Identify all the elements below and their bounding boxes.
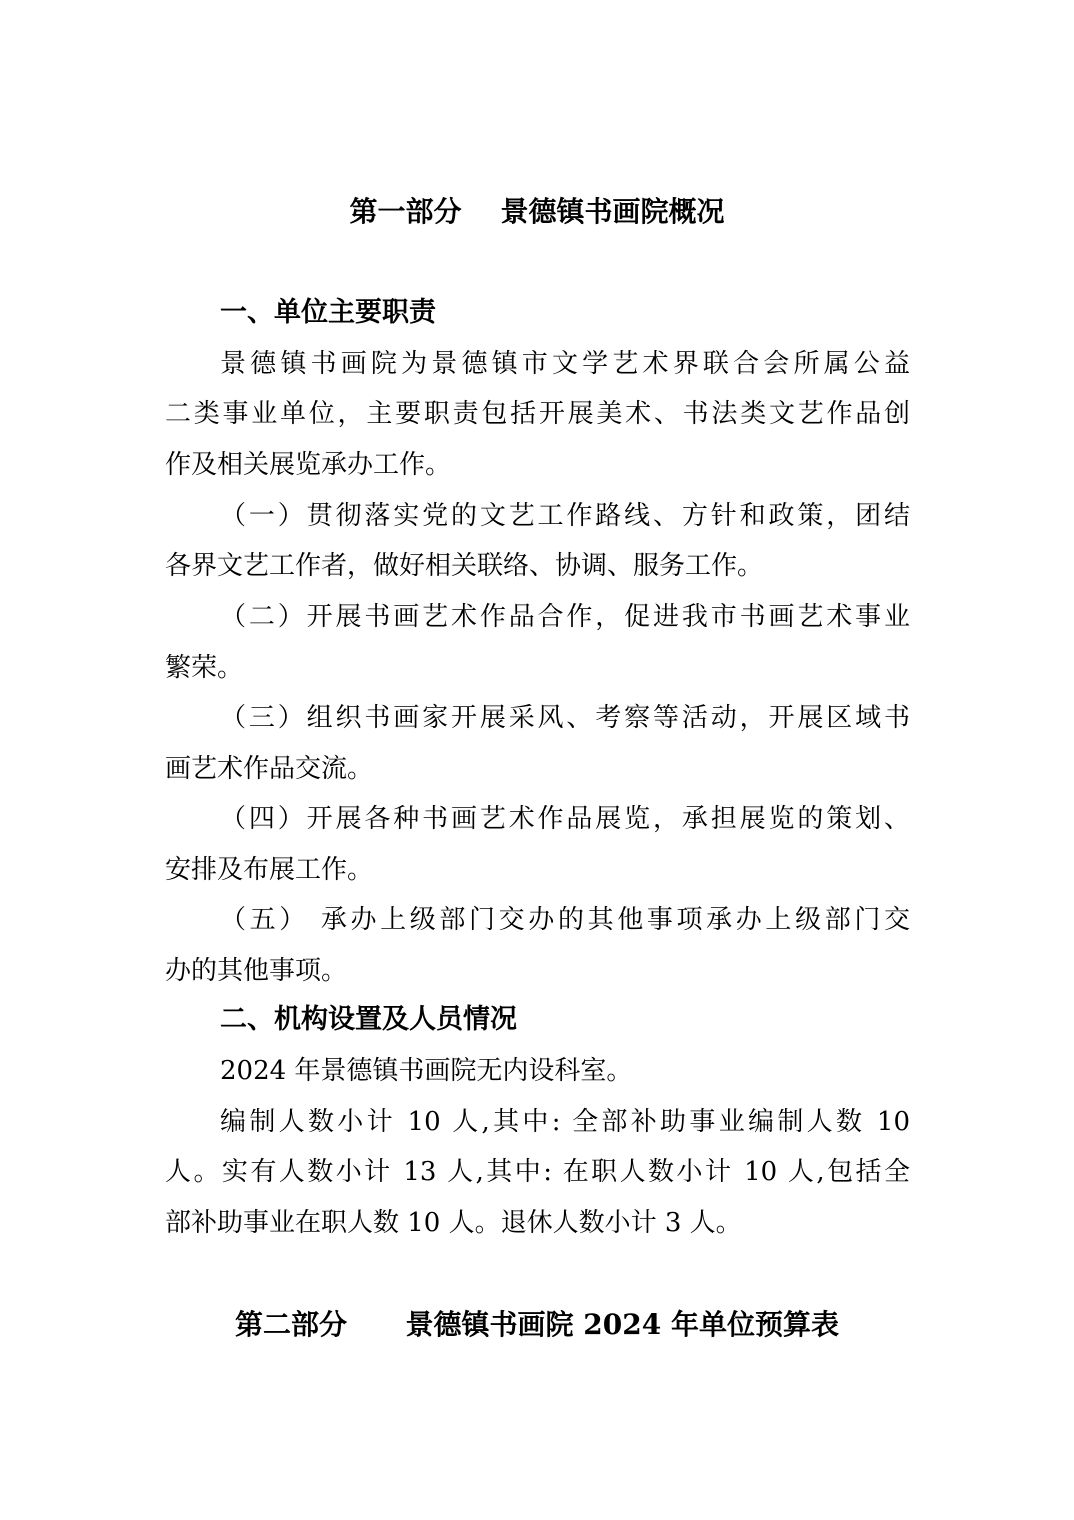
intro-line: 二类事业单位，主要职责包括开展美术、书法类文艺作品创 [165, 399, 910, 429]
section-two-heading: 二、机构设置及人员情况 [220, 1004, 517, 1035]
duty-item-2-line: 繁荣。 [165, 653, 244, 683]
part-two-title: 第二部分 景德镇书画院 2024 年单位预算表 [235, 1308, 839, 1341]
staff-line: 部补助事业在职人数 10 人。退休人数小计 3 人。 [165, 1208, 742, 1238]
duty-item-3-line: （三）组织书画家开展采风、考察等活动，开展区域书 [220, 703, 910, 733]
part-one-title: 第一部分 景德镇书画院概况 [349, 195, 725, 228]
intro-line: 作及相关展览承办工作。 [165, 450, 452, 480]
duty-item-1-line: （一）贯彻落实党的文艺工作路线、方针和政策，团结 [220, 501, 910, 531]
duty-item-5-line: 办的其他事项。 [165, 956, 348, 986]
staff-line: 人。实有人数小计 13 人,其中: 在职人数小计 10 人,包括全 [165, 1157, 910, 1187]
duty-item-1-line: 各界文艺工作者，做好相关联络、协调、服务工作。 [165, 551, 764, 581]
intro-line: 景德镇书画院为景德镇市文学艺术界联合会所属公益 [220, 349, 910, 379]
duty-item-5-line: （五） 承办上级部门交办的其他事项承办上级部门交 [220, 905, 910, 935]
department-line: 2024 年景德镇书画院无内设科室。 [220, 1056, 633, 1086]
duty-item-4-line: （四）开展各种书画艺术作品展览，承担展览的策划、 [220, 804, 910, 834]
duty-item-4-line: 安排及布展工作。 [165, 855, 374, 885]
duty-item-2-line: （二）开展书画艺术作品合作，促进我市书画艺术事业 [220, 602, 910, 632]
staff-line: 编制人数小计 10 人,其中: 全部补助事业编制人数 10 [220, 1107, 910, 1137]
section-one-heading: 一、单位主要职责 [220, 297, 436, 328]
duty-item-3-line: 画艺术作品交流。 [165, 754, 374, 784]
